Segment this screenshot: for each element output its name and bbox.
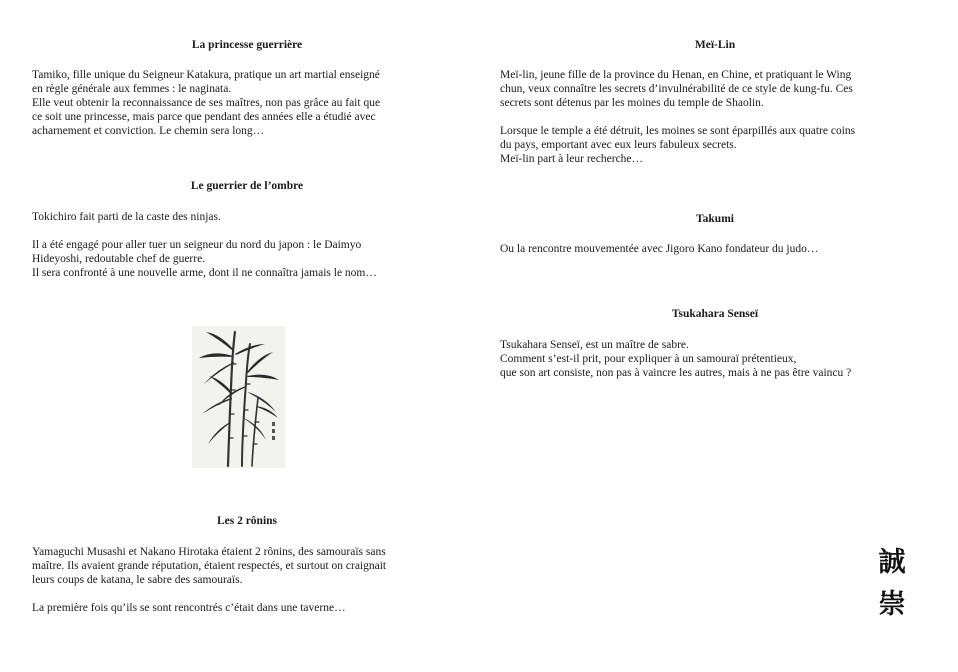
text-line: ce soit une princesse, mais parce que pendant des années elle a étudié avec xyxy=(32,111,376,123)
calligraphy-seal-bottom: 崇 xyxy=(878,589,906,620)
text-line: Il a été engagé pour aller tuer un seigneur du nord du japon : le Daimyo xyxy=(32,239,362,251)
section-text-ronins xyxy=(32,545,462,615)
text-line: maître. Ils avaient grande réputation, étaient respectés, et surtout on craignait xyxy=(32,560,387,572)
text-line: Tokichiro fait parti de la caste des ninjas. xyxy=(32,211,221,223)
text-line: chun, veux connaître les secrets d’invulnérabilité de ce style de kung-fu. Ces xyxy=(500,83,853,95)
text-line: Lorsque le temple a été détruit, les moines se sont éparpillés aux quatre coins xyxy=(500,125,856,137)
section-title-ronins: Les 2 rônins xyxy=(216,515,278,527)
section-title-mei-lin: Meï-Lin xyxy=(694,39,736,51)
text-line: Hideyoshi, redoutable chef de guerre. xyxy=(32,253,206,265)
section-text-mei-lin xyxy=(500,68,930,166)
text-line: acharnement et conviction. Le chemin sera long… xyxy=(32,125,265,137)
section-title-tsukahara: Tsukahara Senseï xyxy=(671,308,759,320)
text-line: Elle veut obtenir la reconnaissance de ses maîtres, non pas grâce au fait que xyxy=(32,97,381,109)
text-line: Comment s’est-il prit, pour expliquer à un samouraï prétentieux, xyxy=(500,353,797,365)
section-title-guerrier: Le guerrier de l’ombre xyxy=(190,180,304,192)
section-text-tsukahara xyxy=(500,338,930,380)
text-line: Tamiko, fille unique du Seigneur Katakura, pratique un art martial enseigné xyxy=(32,69,380,81)
section-text-guerrier xyxy=(32,210,462,280)
calligraphy-seal-top: 誠 xyxy=(878,547,906,578)
bamboo-ink-painting-icon xyxy=(192,326,285,468)
text-line: secrets sont détenus par les moines du temple de Shaolin. xyxy=(500,97,764,109)
text-line: La première fois qu’ils se sont rencontrés c’était dans une taverne… xyxy=(32,602,346,614)
text-line: Ou la rencontre mouvementée avec Jigoro Kano fondateur du judo… xyxy=(500,243,819,255)
text-line: Meï-lin part à leur recherche… xyxy=(500,153,644,165)
section-title-takumi: Takumi xyxy=(696,213,734,225)
section-text-takumi xyxy=(500,242,930,256)
text-line: du pays, emportant avec eux leurs fabuleux secrets. xyxy=(500,139,737,151)
text-line: en règle générale aux femmes : le naginata. xyxy=(32,83,232,95)
text-line: Meï-lin, jeune fille de la province du Henan, en Chine, et pratiquant le Wing xyxy=(500,69,852,81)
section-title-princesse: La princesse guerrière xyxy=(191,39,303,51)
text-line: Il sera confronté à une nouvelle arme, dont il ne connaîtra jamais le nom… xyxy=(32,267,377,279)
text-line: que son art consiste, non pas à vaincre les autres, mais à ne pas être vaincu ? xyxy=(500,367,852,379)
text-line: leurs coups de katana, le sabre des samouraïs. xyxy=(32,574,243,586)
text-line: Yamaguchi Musashi et Nakano Hirotaka étaient 2 rônins, des samouraïs sans xyxy=(32,546,386,558)
section-text-princesse xyxy=(32,68,462,138)
text-line: Tsukahara Senseï, est un maître de sabre. xyxy=(500,339,689,351)
